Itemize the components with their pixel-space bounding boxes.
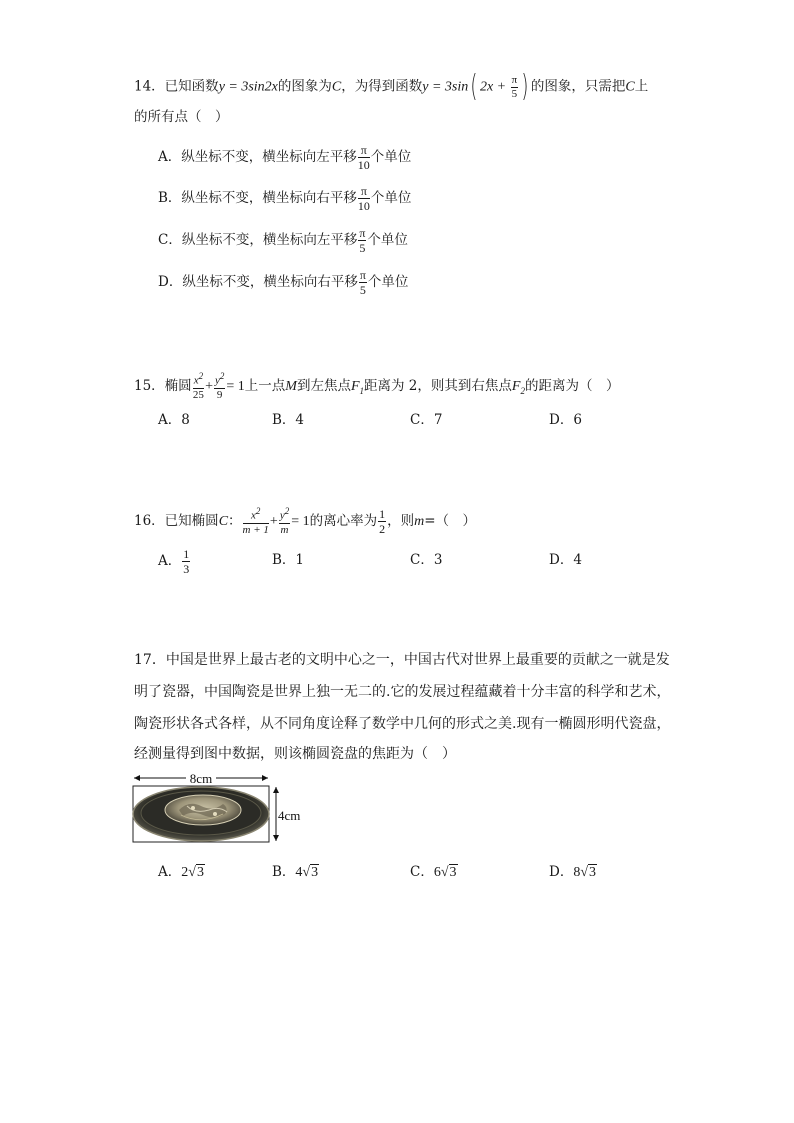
q15-option-c[interactable]: C．7: [410, 412, 443, 428]
left-paren: (: [470, 69, 478, 104]
q14-option-c[interactable]: C．纵坐标不变，横坐标向左平移 $\frac{\pi}{5}$ 个单位: [158, 226, 408, 255]
q17-option-d[interactable]: D．8√3: [549, 864, 597, 880]
q16-frac-y: $\frac{y^2}{m}$: [279, 506, 290, 536]
q14-func2-inner: 2x +: [479, 79, 510, 95]
q14-end: 上: [634, 78, 649, 95]
q14-c2: C: [625, 79, 635, 95]
right-paren: ): [521, 69, 529, 104]
q17-option-c[interactable]: C．6√3: [410, 864, 457, 880]
q16-option-d[interactable]: D．4: [549, 552, 582, 568]
q17-stem-line4: 经测量得到图中数据，则该椭圆瓷盘的焦距为（ ）: [134, 746, 456, 762]
q16-half: $\frac{1}{2}$: [379, 506, 386, 536]
q14-prefix: 14．已知函数: [134, 78, 219, 95]
q15-option-a[interactable]: A．8: [158, 412, 190, 428]
q14-option-b[interactable]: B．纵坐标不变，横坐标向右平移 $\frac{\pi}{10}$ 个单位: [158, 184, 412, 213]
height-label: 4cm: [278, 808, 301, 823]
arrow-right-icon: [262, 775, 268, 781]
q17-option-b[interactable]: B．4√3: [272, 864, 319, 880]
q14-option-a[interactable]: A．纵坐标不变，横坐标向左平移 $\frac{\pi}{10}$ 个单位: [158, 143, 412, 172]
q16-option-b[interactable]: B．1: [272, 552, 305, 568]
q17-option-a[interactable]: A．2√3: [158, 864, 204, 880]
q15-frac-x: $\frac{x^2}{25}$: [192, 371, 204, 401]
q16-stem: 16．已知椭圆C： $\frac{x^2}{m + 1}$ + $\frac{y^2}{m}$ = 1的离心率为 $\frac{1}{2}$ ，则m=（ ）: [134, 506, 477, 536]
plate-figure: [131, 770, 303, 848]
q15-stem: 15．椭圆 $\frac{x^2}{25}$ + $\frac{y^2}{9}$ = 1上一点M到左焦点$F_1$距离为 2，则其到右焦点$F_2$的距离为（ ）: [134, 371, 620, 401]
arrow-up-icon: [273, 787, 279, 793]
q15-option-b[interactable]: B．4: [272, 412, 305, 428]
q17-stem-line3: 陶瓷形状各式各样，从不同角度诠释了数学中几何的形式之美.现有一椭圆形明代瓷盘，: [134, 716, 671, 732]
q14-stem-line1: [134, 69, 649, 104]
width-label: 8cm: [189, 771, 213, 786]
arrow-left-icon: [134, 775, 140, 781]
q14-mid3: 的图象，只需把: [530, 78, 626, 95]
arrow-down-icon: [273, 835, 279, 841]
q14-mid1: 的图象为: [277, 78, 332, 95]
q14-c1: C: [331, 79, 342, 95]
q14-mid2: ，为得到函数: [341, 78, 423, 95]
q14-func2-left: y = 3sin: [422, 79, 469, 95]
q17-stem-line2: 明了瓷器，中国陶瓷是世界上独一无二的.它的发展过程蕴藏着十分丰富的科学和艺术，: [134, 684, 671, 700]
q14-func1: y = 3sin2x: [218, 79, 278, 95]
q15-option-d[interactable]: D．6: [549, 412, 582, 428]
q16-frac-x: $\frac{x^2}{m + 1}$: [242, 506, 269, 536]
q17-stem-line1: 17．中国是世界上最古老的文明中心之一，中国古代对世界上最重要的贡献之一就是发: [134, 652, 670, 668]
q14-stem-line2: 的所有点（ ）: [134, 109, 229, 125]
plate-diagram: [131, 770, 303, 848]
q14-option-d[interactable]: D．纵坐标不变，横坐标向右平移 $\frac{\pi}{5}$ 个单位: [158, 268, 409, 297]
q15-frac-y: $\frac{y^2}{9}$: [214, 371, 225, 401]
q16-option-a[interactable]: A． $\frac{1}{3}$: [158, 547, 190, 576]
q14-pi-over-5: $\frac{\pi}{5}$: [511, 73, 518, 100]
q16-option-c[interactable]: C．3: [410, 552, 443, 568]
